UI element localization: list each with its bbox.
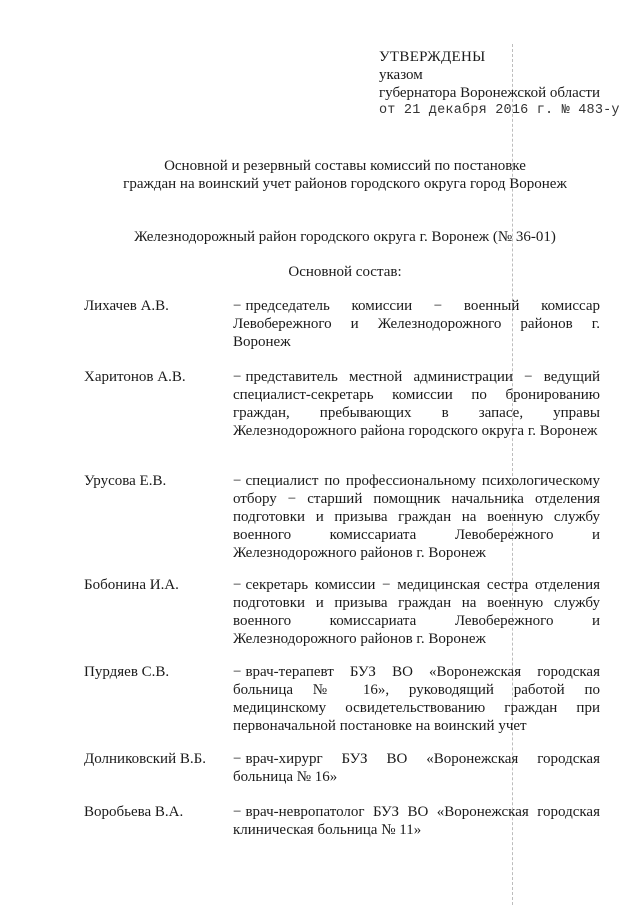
member-name: Воробьева В.А. [84,804,184,820]
document-title-line-1: Основной и резервный составы комиссий по постановке [164,158,526,174]
member-role [233,472,600,562]
member-role [233,663,600,735]
approval-heading: УТВЕРЖДЕНЫ [379,49,486,65]
member-role [233,368,600,440]
approval-stamp [379,48,620,120]
dash-mark: − [233,664,242,680]
member-role [233,803,600,839]
member-role [233,576,600,648]
document-title [80,157,610,193]
member-name: Пурдяев С.В. [84,664,170,680]
section-heading-main: Основной состав: [288,264,402,280]
member-role-text: врач-хирург БУЗ ВО «Воронежская городская больница № 16» [233,751,600,785]
member-role-text: председатель комиссии − военный комиссар Левобережного и Железнодорожного районов г. Воронеж [233,298,600,350]
member-name: Бобонина И.А. [84,577,179,593]
member-role-text: врач-терапевт БУЗ ВО «Воронежская городская больница № 16», руководящий работой по медицинскому освидетельствованию граждан при первоначальной постановке на воинский учет [233,664,600,734]
approval-date-line: от 21 декабря 2016 г. № 483-у [379,103,620,118]
member-name: Долниковский В.Б. [84,751,206,767]
approval-decree-line: указом [379,67,423,83]
member-role [233,750,600,786]
member-name: Лихачев А.В. [84,298,169,314]
document-title-line-2: граждан на воинский учет районов городского округа город Воронеж [123,176,567,192]
dash-mark: − [233,369,242,385]
member-role-text: секретарь комиссии − медицинская сестра отделения подготовки и призыва граждан на военную службу военного комиссариата Левобережного и Железнодорожного районов г. Воронеж [233,577,600,647]
dash-mark: − [233,473,242,489]
dash-mark: − [233,804,242,820]
approval-governor-line: губернатора Воронежской области [379,85,600,101]
member-role-text: специалист по профессиональному психологическому отбору − старший помощник начальника отделения подготовки и призыва граждан на военную службу военного комиссариата Левобережного и Железнодорожного районов г. Воронеж [233,473,600,561]
member-name: Урусова Е.В. [84,473,167,489]
member-name: Харитонов А.В. [84,369,186,385]
member-role [233,297,600,351]
district-title: Железнодорожный район городского округа г. Воронеж (№ 36-01) [134,229,556,245]
member-role-text: врач-невропатолог БУЗ ВО «Воронежская городская клиническая больница № 11» [233,804,600,838]
dash-mark: − [233,298,242,314]
dash-mark: − [233,751,242,767]
dash-mark: − [233,577,242,593]
member-role-text: представитель местной администрации − ведущий специалист-секретарь комиссии по бронированию граждан, пребывающих в запасе, управы Железнодорожного района городского округа г. Воронеж [233,369,600,439]
